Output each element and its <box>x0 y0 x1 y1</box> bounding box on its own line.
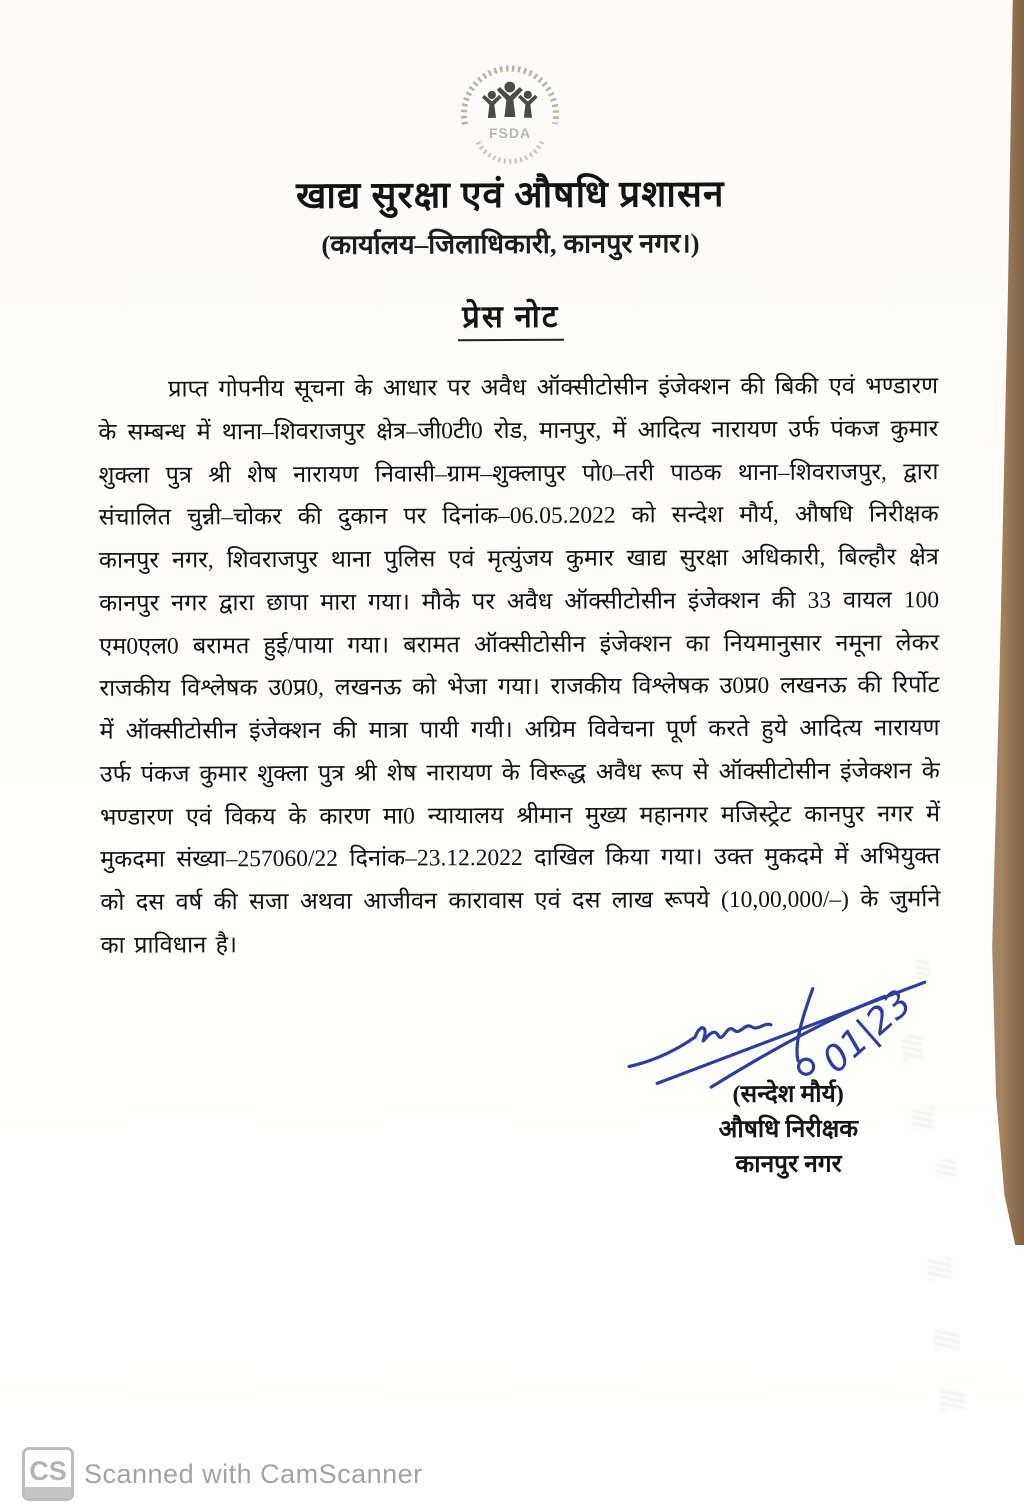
camscanner-badge-icon <box>22 1447 74 1501</box>
camscanner-watermark-text: Scanned with CamScanner <box>84 1458 423 1489</box>
press-note-heading: प्रेस नोट <box>458 295 563 341</box>
camscanner-badge-tab <box>25 1487 71 1498</box>
press-note-heading-row <box>0 293 1023 343</box>
camscanner-footer <box>0 1442 1024 1506</box>
handwritten-signature <box>623 972 954 1091</box>
signatory-designation: औषधि निरीक्षक <box>718 1115 859 1143</box>
logo-people-figures <box>482 81 538 117</box>
bleed-through-mark <box>928 1258 952 1280</box>
camscanner-badge-letters: CS <box>29 1455 67 1486</box>
signatory-place: कानपुर नगर <box>735 1150 842 1178</box>
logo-caption: FSDA <box>488 124 532 142</box>
press-note-body-paragraph: प्राप्त गोपनीय सूचना के आधार पर अवैध ऑक्सीटोसीन इंजेक्शन की बिकी एवं भण्डारण के सम्बन्ध में थाना–शिवराजपुर क्षेत्र–जी0टी0 रोड, मानपुर, में आदित्य नारायण उर्फ पंकज कुमार शुक्ला पुत्र श्री शेष नारायण निवासी–ग्राम–शुक्लापुर पो0–तरी पाठक थाना–शिवराजपुर, द्वारा संचालित चुन्नी–चोकर की दुकान पर दिनांक–06.05.2022 को सन्देश मौर्य, औषधि निरीक्षक कानपुर नगर, शिवराजपुर थाना पुलिस एवं मृत्युंजय कुमार खाद्य सुरक्षा अधिकारी, बिल्हौर क्षेत्र कानपुर नगर द्वारा छापा मारा गया। मौके पर अवैध ऑक्सीटोसीन इंजेक्शन की 33 वायल 100 एम0एल0 बरामत हुई/पाया गया। बरामत ऑक्सीटोसीन इंजेक्शन का नियमानुसार नमूना लेकर राजकीय विश्लेषक उ0प्र0, लखनऊ को भेजा गया। राजकीय विश्लेषक उ0प्र0 लखनऊ की रिर्पोट में ऑक्सीटोसीन इंजेक्शन की मात्रा पायी गयी। अग्रिम विवेचना पूर्ण करते हुये आदित्य नारायण उर्फ पंकज कुमार शुक्ला पुत्र श्री शेष नारायण के विरूद्ध अवैध रूप से ऑक्सीटोसीन इंजेक्शन के भण्डारण एवं विकय के कारण मा0 न्यायालय श्रीमान मुख्य महानगर मजिस्ट्रेट कानपुर नगर में मुकदमा संख्या–257060/22 दिनांक–23.12.2022 दाखिल किया गया। उक्त मुकदमे में अभियुक्त को दस वर्ष की सजा अथवा आजीवन कारावास एवं दस लाख रूपये (10,00,000/–) के जुर्माने का प्राविधान है। <box>98 373 941 959</box>
handwritten-date: 01|23 <box>814 981 920 1082</box>
department-title: खाद्य सुरक्षा एवं औषधि प्रशासन <box>295 174 725 217</box>
signature-block <box>618 972 959 1182</box>
bleed-through-mark <box>934 1330 960 1350</box>
logo-rim-bottom-text <box>478 142 542 162</box>
fsda-logo <box>440 58 581 182</box>
office-subtitle: (कार्यालय–जिलाधिकारी, कानपुर नगर।) <box>321 228 700 260</box>
signatory-name: (सन्देश मौर्य) <box>732 1080 844 1108</box>
signature-stroke <box>695 1024 771 1041</box>
signature-loop <box>799 1059 814 1074</box>
fsda-logo-graphic <box>445 58 576 177</box>
signature-stroke <box>629 1037 695 1066</box>
bleed-through-mark <box>940 1390 966 1410</box>
